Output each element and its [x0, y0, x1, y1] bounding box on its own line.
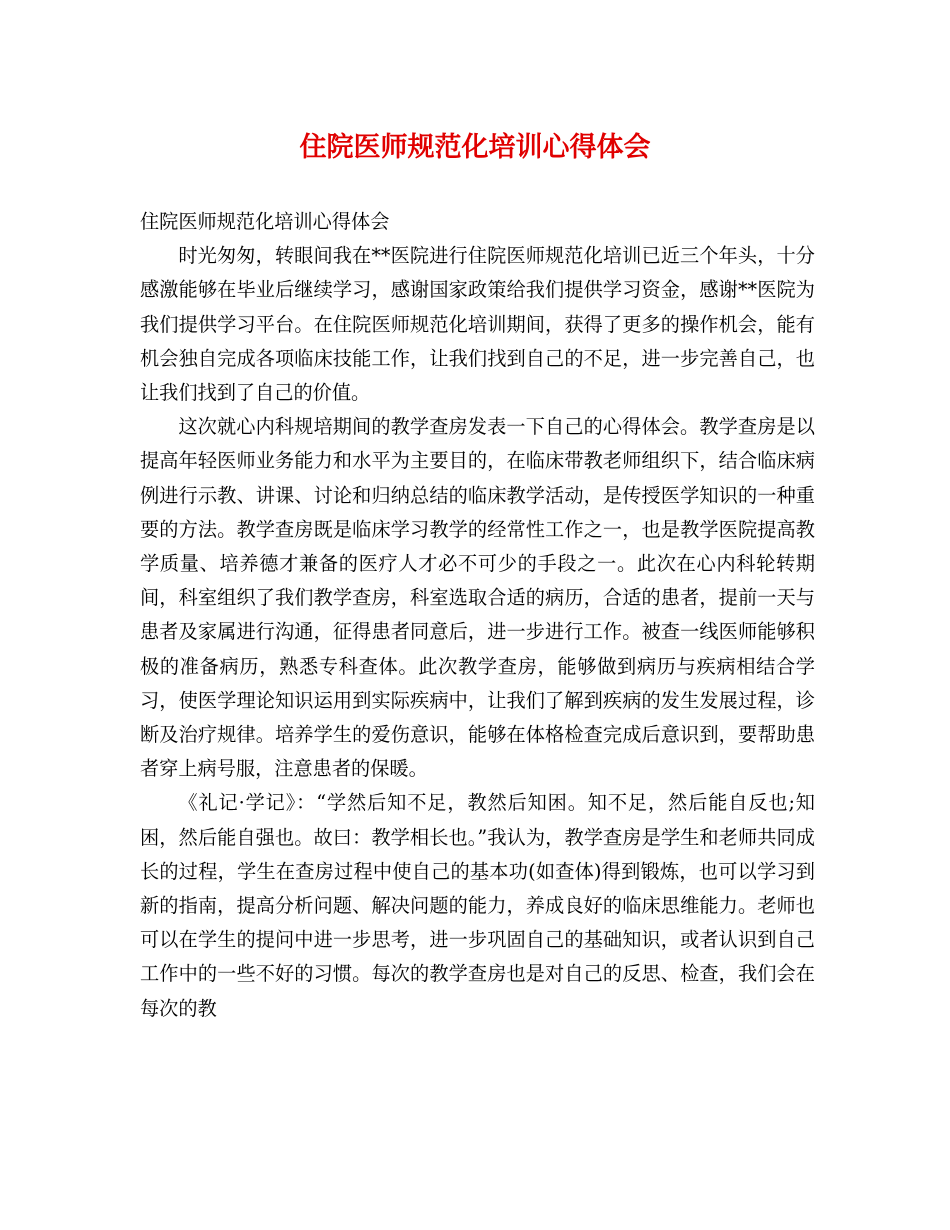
paragraph-2: 这次就心内科规培期间的教学查房发表一下自己的心得体会。教学查房是以提高年轻医师业务能力和水平为主要目的，在临床带教老师组织下，结合临床病例进行示教、讲课、讨论和归纳总结的临床教学活动，是传授医学知识的一种重要的方法。教学查房既是临床学习教学的经常性工作之一，也是教学医院提高教学质量、培养德才兼备的医疗人才必不可少的手段之一。此次在心内科轮转期间，科室组织了我们教学查房，科室选取合适的病历，合适的患者，提前一天与患者及家属进行沟通，征得患者同意后，进一步进行工作。被查一线医师能够积极的准备病历，熟悉专科查体。此次教学查房，能够做到病历与疾病相结合学习，使医学理论知识运用到实际疾病中，让我们了解到疾病的发生发展过程，诊断及治疗规律。培养学生的爱伤意识，能够在体格检查完成后意识到，要帮助患者穿上病号服，注意患者的保暖。	[140, 415, 815, 781]
paragraph-1: 时光匆匆，转眼间我在**医院进行住院医师规范化培训已近三个年头，十分感激能够在毕业后继续学习，感谢国家政策给我们提供学习资金，感谢**医院为我们提供学习平台。在住院医师规范化培训期间，获得了更多的操作机会，能有机会独自完成各项临床技能工作，让我们找到自己的不足，进一步完善自己，也让我们找到了自己的价值。	[140, 244, 815, 405]
document-subtitle: 住院医师规范化培训心得体会	[140, 210, 390, 233]
document-title: 住院医师规范化培训心得体会	[299, 132, 651, 163]
paragraph-3: 《礼记·学记》：“学然后知不足，教然后知困。知不足，然后能自反也;知困，然后能自强也。故曰：教学相长也。”我认为，教学查房是学生和老师共同成长的过程，学生在查房过程中使自己的基本功(如查体)得到锻炼，也可以学习到新的指南，提高分析问题、解决问题的能力，养成良好的临床思维能力。老师也可以在学生的提问中进一步思考，进一步巩固自己的基础知识，或者认识到自己工作中的一些不好的习惯。每次的教学查房也是对自己的反思、检查，我们会在每次的教	[140, 791, 815, 1020]
document-body	[140, 205, 815, 1026]
